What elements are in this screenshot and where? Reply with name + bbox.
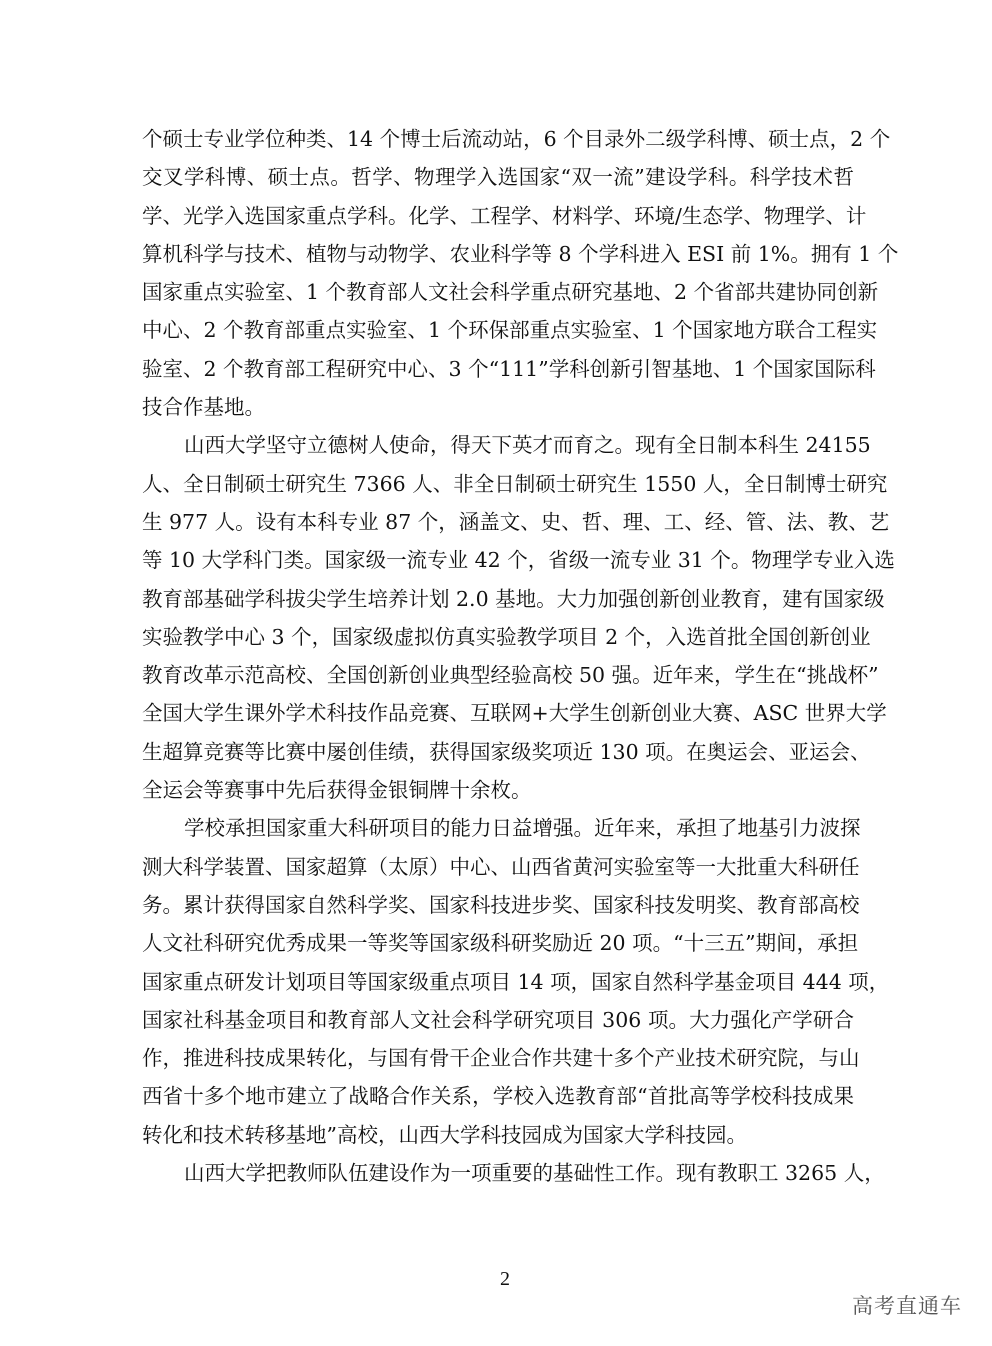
text-line: 人文社科研究优秀成果一等奖等国家级科研奖励近 20 项。“十三五”期间，承担 bbox=[142, 931, 859, 956]
text-line: 实验教学中心 3 个，国家级虚拟仿真实验教学项目 2 个，入选首批全国创新创业 bbox=[142, 624, 871, 649]
text-line: 学、光学入选国家重点学科。化学、工程学、材料学、环境/生态学、物理学、计 bbox=[142, 203, 867, 228]
text-line: 国家重点研发计划项目等国家级重点项目 14 项，国家自然科学基金项目 444 项， bbox=[142, 969, 890, 994]
text-line: 测大科学装置、国家超算（太原）中心、山西省黄河实验室等一大批重大科研任 bbox=[142, 854, 860, 879]
page-number: 2 bbox=[500, 1268, 510, 1290]
body-text bbox=[142, 124, 899, 1196]
text-line: 山西大学把教师队伍建设作为一项重要的基础性工作。现有教职工 3265 人， bbox=[184, 1161, 885, 1186]
text-line: 山西大学坚守立德树人使命，得天下英才而育之。现有全日制本科生 24155 bbox=[184, 433, 871, 458]
text-line: 作，推进科技成果转化，与国有骨干企业合作共建十多个产业技术研究院，与山 bbox=[142, 1046, 860, 1071]
text-line: 转化和技术转移基地”高校，山西大学科技园成为国家大学科技园。 bbox=[142, 1122, 747, 1147]
text-line: 等 10 大学科门类。国家级一流专业 42 个，省级一流专业 31 个。物理学专业入选 bbox=[142, 548, 895, 573]
text-line: 技合作基地。 bbox=[142, 395, 265, 420]
text-line: 全运会等赛事中先后获得金银铜牌十余枚。 bbox=[142, 778, 532, 803]
text-line: 生超算竞赛等比赛中屡创佳绩，获得国家级奖项近 130 项。在奥运会、亚运会、 bbox=[142, 739, 871, 764]
text-line: 教育部基础学科拔尖学生培养计划 2.0 基地。大力加强创新创业教育，建有国家级 bbox=[142, 586, 885, 611]
text-line: 务。累计获得国家自然科学奖、国家科技进步奖、国家科技发明奖、教育部高校 bbox=[142, 892, 860, 917]
text-line: 算机科学与技术、植物与动物学、农业科学等 8 个学科进入 ESI 前 1%。拥有 1 个 bbox=[142, 241, 899, 266]
text-line: 学校承担国家重大科研项目的能力日益增强。近年来，承担了地基引力波探 bbox=[184, 816, 861, 841]
text-line: 全国大学生课外学术科技作品竞赛、互联网+大学生创新创业大赛、ASC 世界大学 bbox=[142, 701, 887, 726]
text-line: 生 977 人。设有本科专业 87 个，涵盖文、史、哲、理、工、经、管、法、教、艺 bbox=[142, 509, 890, 534]
text-line: 验室、2 个教育部工程研究中心、3 个“111”学科创新引智基地、1 个国家国际科 bbox=[142, 356, 876, 381]
text-line: 国家社科基金项目和教育部人文社会科学研究项目 306 项。大力强化产学研合 bbox=[142, 1007, 854, 1032]
text-line: 中心、2 个教育部重点实验室、1 个环保部重点实验室、1 个国家地方联合工程实 bbox=[142, 318, 878, 343]
watermark: 高考直通车 bbox=[852, 1294, 962, 1318]
text-line: 教育改革示范高校、全国创新创业典型经验高校 50 强。近年来，学生在“挑战杯” bbox=[142, 663, 879, 688]
text-line: 个硕士专业学位种类、14 个博士后流动站，6 个目录外二级学科博、硕士点，2 个 bbox=[142, 127, 891, 151]
text-line: 国家重点实验室、1 个教育部人文社会科学重点研究基地、2 个省部共建协同创新 bbox=[142, 280, 879, 305]
text-line: 交叉学科博、硕士点。哲学、物理学入选国家“双一流”建设学科。科学技术哲 bbox=[142, 165, 854, 190]
text-line: 西省十多个地市建立了战略合作关系，学校入选教育部“首批高等学校科技成果 bbox=[142, 1084, 854, 1109]
text-line: 人、全日制硕士研究生 7366 人、非全日制硕士研究生 1550 人，全日制博士研究 bbox=[142, 471, 888, 496]
